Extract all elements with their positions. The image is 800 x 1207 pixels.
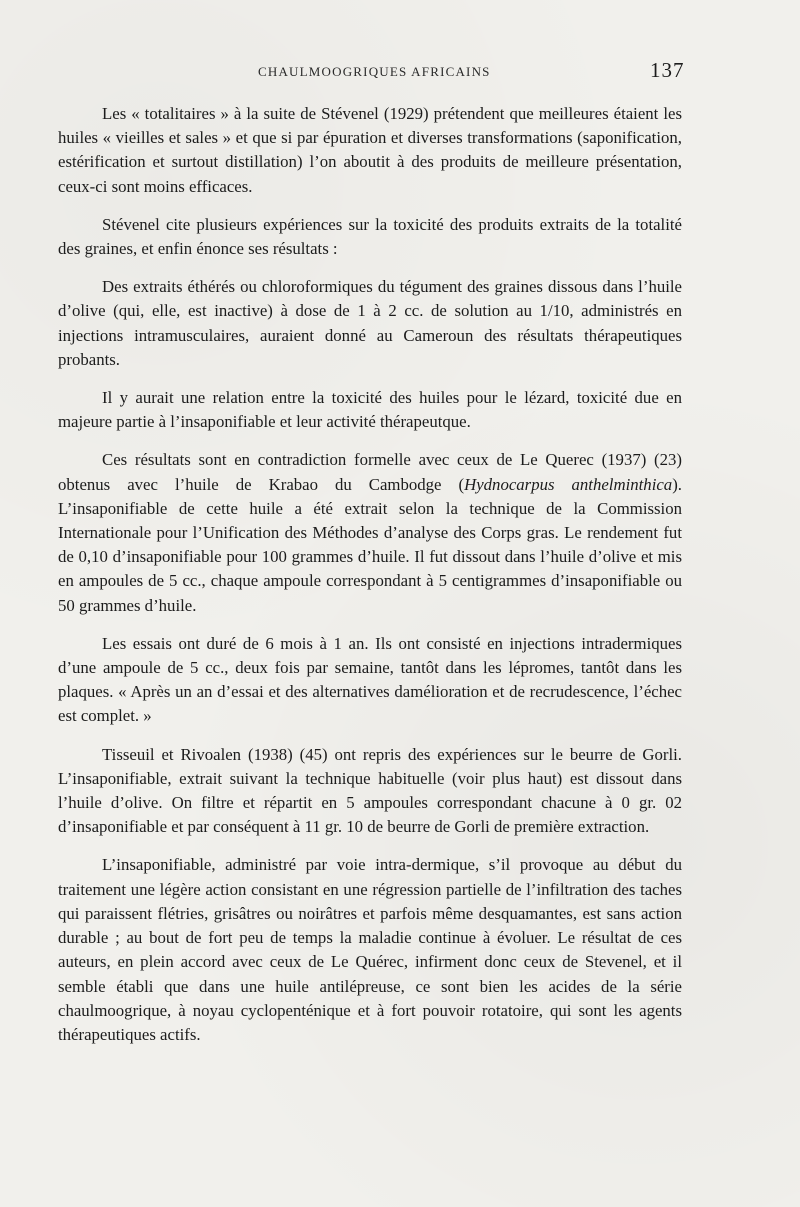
paragraph-stevenel-experiences: Stévenel cite plusieurs expériences sur la toxicité des produits extraits de la totalité des graines, et enfin énonce ses résultats : — [58, 214, 682, 259]
running-head — [0, 58, 800, 86]
paragraph-essais: Les essais ont duré de 6 mois à 1 an. Ils ont consisté en injections intradermiques d’une ampoule de 5 cc., deux fois par semaine, tantôt dans les lépromes, tantôt dans les plaques. « Après un an d’essai et des alternatives damélioration et de recrudescence, l’échec est complet. » — [58, 633, 682, 726]
body-text — [58, 102, 682, 1061]
paragraph-extraits-etheres: Des extraits éthérés ou chloroformiques du tégument des graines dissous dans l’huile d’olive (qui, elle, est inactive) à dose de 1 à 2 cc. de solution au 1/10, administrés en injections intramusculaires, auraient donné au Cameroun des résultats thérapeutiques probants. — [58, 277, 682, 369]
paragraph-le-querec-start: Ces résultats sont en contradiction formelle avec ceux de Le Querec (1937) (23) obtenus avec l’huile de Krabao du Cambodge ( — [58, 450, 682, 494]
paragraph-toxicite-lezard: Il y aurait une relation entre la toxicité des huiles pour le lézard, toxicité due en majeure partie à l’insaponifiable et leur activité thérapeutque. — [58, 388, 682, 432]
page-number: 137 — [650, 58, 685, 82]
paragraph-insaponifiable-conclusion: L’insaponifiable, administré par voie intra-dermique, s’il provoque au début du traitement une légère action consistant en une régression partielle de l’infiltration des taches qui paraissent flétries, grisâtres ou noirâtres et parfois même desquamantes, est sans action durable ; au bout de fort peu de temps la maladie continue à évoluer. Le résultat de ces auteurs, en plein accord avec ceux de Le Quérec, infirment donc ceux de Stevenel, et il semble établi que dans une huile antilépreuse, ce sont bien les acides de la série chaulmoogrique, à noyau cyclopenténique et à fort pouvoir rotatoire, qui sont les agents thérapeutiques actifs. — [58, 855, 682, 1044]
paragraph-le-querec — [58, 448, 682, 617]
paragraph-totalitaires: Les « totalitaires » à la suite de Stévenel (1929) prétendent que meilleures étaient les huiles « vieilles et sales » et que si par épuration et diverses transformations (saponification, estérification et surtout distillation) l’on aboutit à des produits de meilleure présentation, ceux-ci sont moins efficaces. — [58, 104, 682, 196]
running-title: CHAULMOOGRIQUES AFRICAINS — [258, 64, 491, 79]
species-name-italic: Hydnocarpus anthelminthica — [464, 474, 673, 494]
paragraph-tisseuil-rivoalen: Tisseuil et Rivoalen (1938) (45) ont repris des expériences sur le beurre de Gorli. L’insaponifiable, extrait suivant la technique habituelle (voir plus haut) est dissout dans l’huile d’olive. On filtre et répartit en 5 ampoules correspondant chacune à 0 gr. 02 d’insaponifiable et par conséquent à 11 gr. 10 de beurre de Gorli de première extraction. — [58, 744, 682, 837]
paragraph-le-querec-end: ). L’insaponifiable de cette huile a été extrait selon la technique de la Commission Internationale pour l’Unification des Méthodes d’analyse des Corps gras. Le rendement fut de 0,10 d’insaponifiable pour 100 grammes d’huile. Il fut dissout dans l’huile d’olive et mis en ampoules de 5 cc., chaque ampoule correspondant à 5 centigrammes d’insaponifiable ou 50 grammes d’huile. — [58, 474, 682, 615]
